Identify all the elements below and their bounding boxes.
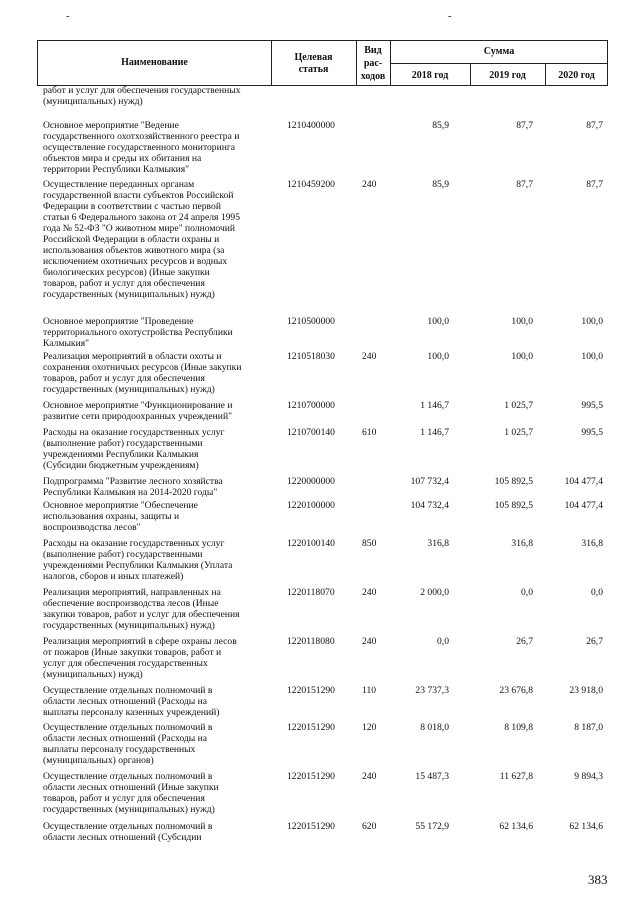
row-2018: 15 487,3 [415, 771, 449, 782]
top-marks [0, 10, 640, 20]
row-2018: 107 732,4 [410, 476, 449, 487]
row-name: Основное мероприятие "Проведение территориального охотустройства Республики Калмыкия" [43, 316, 233, 349]
row-2018: 55 172,9 [415, 821, 449, 832]
row-kind: 610 [362, 427, 377, 438]
row-kind: 240 [362, 771, 377, 782]
row-2019: 62 134,6 [499, 821, 533, 832]
row-2020: 100,0 [581, 351, 603, 362]
row-2018: 104 732,4 [410, 500, 449, 511]
row-name: Осуществление переданных органам государственной власти субъектов Российской Федерации в соответствии с частью первой статьи 6 Федерального закона от 24 апреля 1995 года № 52-ФЗ "О животном мире" полномочий Российской Федерации в области охраны и использования объектов животного мира (за исключением охотничьих ресурсов и водных биологических ресурсов) (Иные закупки товаров, работ и услуг для обеспечения государственных (муниципальных) нужд) [43, 179, 241, 300]
top-mark-right: - [448, 10, 452, 22]
row-2020: 316,8 [581, 538, 603, 549]
row-kind: 240 [362, 179, 377, 190]
row-2020: 26,7 [586, 636, 603, 647]
row-2019: 23 676,8 [499, 685, 533, 696]
row-2020: 0,0 [591, 587, 603, 598]
row-code: 1220151290 [287, 722, 335, 733]
row-code: 1220151290 [287, 771, 335, 782]
row-code: 1220000000 [287, 476, 335, 487]
row-2020: 100,0 [581, 316, 603, 327]
row-2018: 100,0 [427, 351, 449, 362]
row-2018: 23 737,3 [415, 685, 449, 696]
row-name: Основное мероприятие "Ведение государственного охотхозяйственного реестра и осуществление государственного мониторинга объектов мира и среды их обитания на территории Республики Калмыкия" [43, 120, 240, 175]
row-kind: 240 [362, 587, 377, 598]
row-2019: 26,7 [516, 636, 533, 647]
header-target-article-1: Целевая [294, 52, 333, 63]
row-code: 1220118080 [287, 636, 335, 647]
header-year-2020: 2020 год [558, 70, 595, 81]
row-2019: 87,7 [516, 120, 533, 131]
header-target-article-2: статья [298, 64, 329, 75]
row-code: 1210459200 [287, 179, 335, 190]
row-kind: 620 [362, 821, 377, 832]
row-2018: 100,0 [427, 316, 449, 327]
top-mark-left: - [66, 10, 70, 22]
row-2018: 8 018,0 [420, 722, 449, 733]
row-kind: 110 [362, 685, 377, 696]
row-2020: 104 477,4 [564, 476, 603, 487]
row-kind: 240 [362, 636, 377, 647]
row-code: 1220151290 [287, 821, 335, 832]
row-name: Реализация мероприятий в сфере охраны лесов от пожаров (Иные закупки товаров, работ и услуг для обеспечения государственных (муниципальных) нужд) [43, 636, 237, 680]
header-name: Наименование [121, 57, 188, 68]
row-name: работ и услуг для обеспечения государственных (муниципальных) нужд) [43, 85, 241, 107]
row-code: 1220118070 [287, 587, 335, 598]
row-code: 1220151290 [287, 685, 335, 696]
row-name: Осуществление отдельных полномочий в области лесных отношений (Расходы на выплаты персоналу государственных (муниципальных) органов) [43, 722, 213, 766]
header-year-2018: 2018 год [411, 70, 449, 81]
row-2020: 87,7 [586, 179, 603, 190]
row-2019: 100,0 [511, 316, 533, 327]
row-2019: 8 109,8 [504, 722, 533, 733]
row-code: 1220100140 [287, 538, 335, 549]
row-code: 1210518030 [287, 351, 335, 362]
row-name: Осуществление отдельных полномочий в области лесных отношений (Субсидии [43, 821, 213, 843]
row-2020: 87,7 [586, 120, 603, 131]
row-code: 1210400000 [287, 120, 335, 131]
header-expense-type-3: ходов [360, 71, 386, 82]
row-name: Осуществление отдельных полномочий в области лесных отношений (Иные закупки товаров, работ и услуг для обеспечения государственных (муниципальных) нужд) [43, 771, 219, 815]
row-2020: 995,5 [581, 400, 603, 411]
row-2018: 316,8 [427, 538, 449, 549]
row-2019: 105 892,5 [494, 500, 533, 511]
row-2020: 104 477,4 [564, 500, 603, 511]
row-2019: 316,8 [511, 538, 533, 549]
row-code: 1210500000 [287, 316, 335, 327]
row-2018: 85,9 [432, 120, 449, 131]
row-2019: 1 025,7 [504, 427, 533, 438]
row-2018: 1 146,7 [420, 400, 449, 411]
row-2018: 0,0 [437, 636, 449, 647]
table-header [37, 40, 608, 86]
row-2020: 62 134,6 [569, 821, 603, 832]
page-number: 383 [588, 872, 608, 887]
row-kind: 240 [362, 351, 377, 362]
row-code: 1220100000 [287, 500, 335, 511]
row-name: Реализация мероприятий, направленных на обеспечение воспроизводства лесов (Иные закупки товаров, работ и услуг для обеспечения государственных (муниципальных) нужд) [43, 587, 240, 631]
row-name: Подпрограмма "Развитие лесного хозяйства Республики Калмыкия на 2014-2020 годы" [43, 476, 223, 498]
row-2018: 85,9 [432, 179, 449, 190]
row-code: 1210700000 [287, 400, 335, 411]
row-name: Основное мероприятие "Функционирование и развитие сети природоохранных учреждений" [43, 400, 233, 422]
row-name: Осуществление отдельных полномочий в области лесных отношений (Расходы на выплаты персоналу казенных учреждений) [43, 685, 220, 718]
row-2019: 0,0 [521, 587, 533, 598]
row-code: 1210700140 [287, 427, 335, 438]
row-name: Расходы на оказание государственных услуг (выполнение работ) государственными учреждениями Республики Калмыкия (Уплата налогов, сборов и иных платежей) [43, 538, 233, 582]
header-expense-type-2: рас- [363, 58, 383, 69]
row-kind: 850 [362, 538, 377, 549]
row-2020: 23 918,0 [569, 685, 603, 696]
header-year-2019: 2019 год [489, 70, 526, 81]
row-name: Основное мероприятие "Обеспечение использования охраны, защиты и воспроизводства лесов" [43, 500, 198, 533]
row-kind: 120 [362, 722, 377, 733]
header-expense-type-1: Вид [364, 45, 382, 56]
row-2020: 995,5 [581, 427, 603, 438]
row-name: Реализация мероприятий в области охоты и сохранения охотничьих ресурсов (Иные закупки товаров, работ и услуг для обеспечения государственных (муниципальных) нужд) [43, 351, 242, 395]
row-2019: 105 892,5 [494, 476, 533, 487]
row-2019: 87,7 [516, 179, 533, 190]
header-sum: Сумма [483, 46, 515, 57]
row-2020: 8 187,0 [574, 722, 603, 733]
row-2018: 1 146,7 [420, 427, 449, 438]
row-2019: 1 025,7 [504, 400, 533, 411]
row-2018: 2 000,0 [420, 587, 449, 598]
row-2020: 9 894,3 [574, 771, 603, 782]
row-name: Расходы на оказание государственных услуг (выполнение работ) государственными учреждениями Республики Калмыкия (Субсидии бюджетным учреждениям) [43, 427, 225, 471]
row-2019: 100,0 [511, 351, 533, 362]
row-2019: 11 627,8 [499, 771, 533, 782]
